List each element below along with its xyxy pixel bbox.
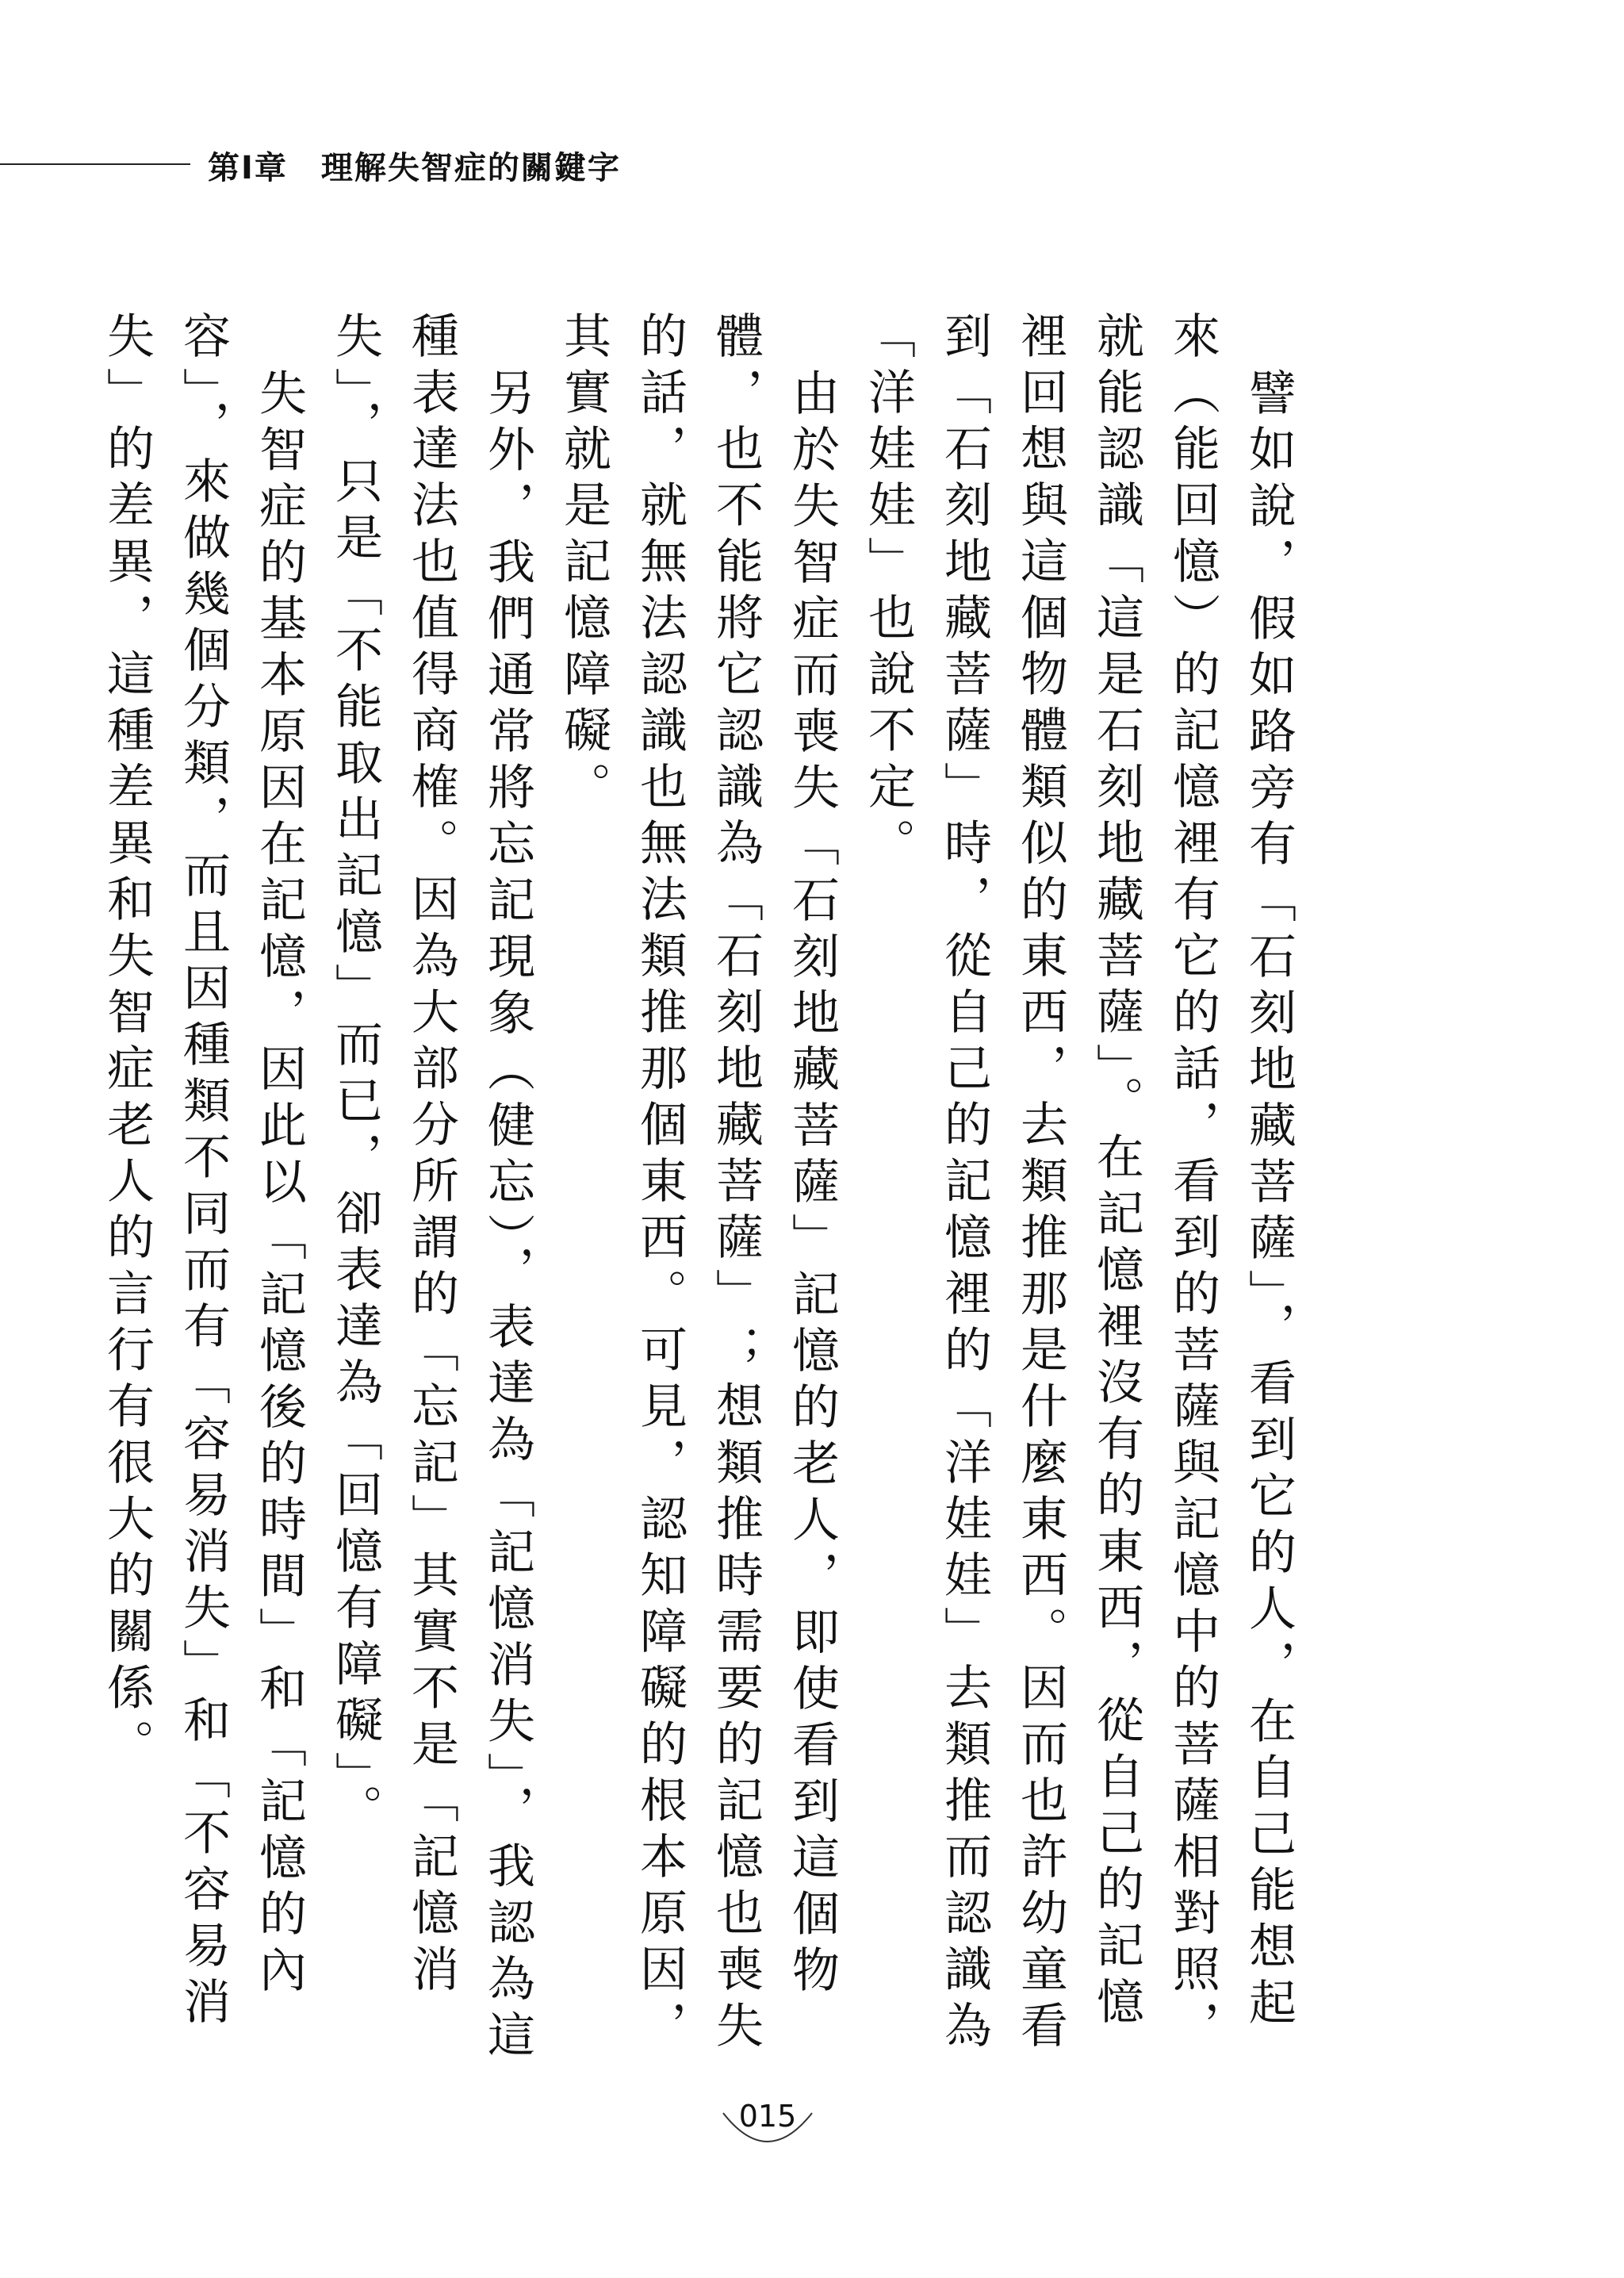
chapter-title: 理解失智症的關鍵字 bbox=[320, 150, 621, 186]
paragraph: 由於失智症而喪失「石刻地藏菩薩」記憶的老人，即使看到這個物體，也不能將它認識為「石刻地藏菩薩」；想類推時需要的記憶也喪失的話，就無法認識也無法類推那個東西。可見，認知障礙的根本原因，其實就是記憶障礙。 bbox=[556, 311, 840, 2057]
page-footer bbox=[720, 2099, 815, 2154]
chapter-label: 第Ⅰ章 bbox=[208, 150, 288, 186]
body-text bbox=[89, 311, 1307, 2088]
running-header bbox=[208, 143, 621, 188]
paragraph: 失智症的基本原因在記憶，因此以「記憶後的時間」和「記憶的內容」，來做幾個分類，而且因種類不同而有「容易消失」和「不容易消失」的差異，這種差異和失智症老人的言行有很大的關係。 bbox=[99, 311, 307, 2033]
page-number: 015 bbox=[738, 2099, 797, 2134]
paragraph: 譬如說，假如路旁有「石刻地藏菩薩」，看到它的人，在自己能想起來（能回憶）的記憶裡有它的話，看到的菩薩與記憶中的菩薩相對照，就能認識「這是石刻地藏菩薩」。在記憶裡沒有的東西，從自己的記憶裡回想與這個物體類似的東西，去類推那是什麼東西。因而也許幼童看到「石刻地藏菩薩」時，從自己的記憶裡的「洋娃娃」去類推而認識為「洋娃娃」也說不定。 bbox=[860, 311, 1297, 2057]
paragraph: 另外，我們通常將忘記現象（健忘），表達為「記憶消失」，我認為這種表達法也值得商榷。因為大部分所謂的「忘記」其實不是「記憶消失」，只是「不能取出記憶」而已，卻表達為「回憶有障礙」。 bbox=[327, 311, 535, 2066]
header-rule bbox=[0, 163, 190, 165]
